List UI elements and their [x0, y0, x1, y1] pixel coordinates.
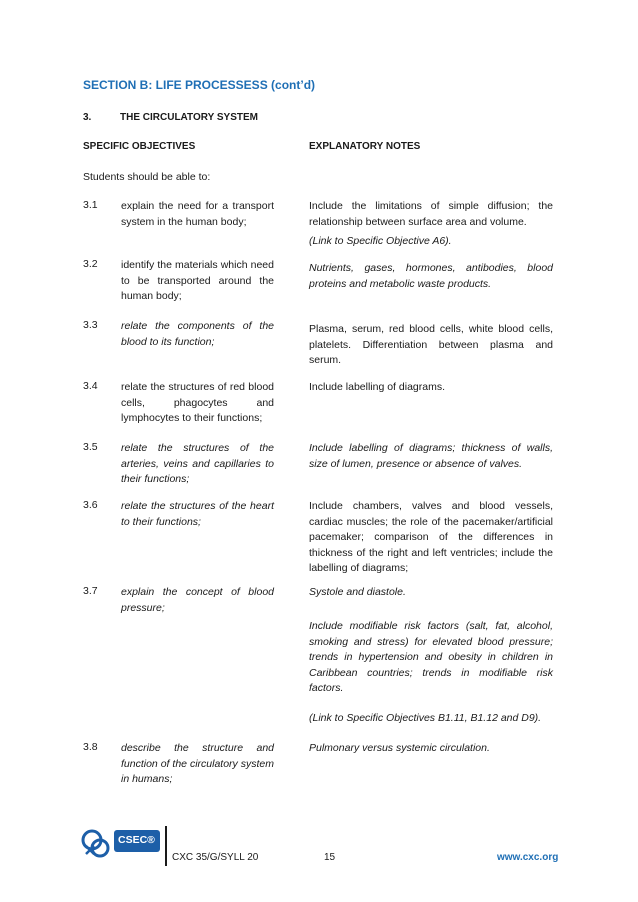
explanatory-note: Plasma, serum, red blood cells, white blood cells, platelets. Differentiation between plasma and serum. [309, 323, 553, 366]
explanatory-note: Include labelling of diagrams; thickness of walls, size of lumen, presence or absence of valves. [309, 442, 553, 470]
objective-number: 3.7 [83, 585, 98, 597]
link-note: (Link to Specific Objective A6). [309, 235, 452, 247]
notes-column-header: EXPLANATORY NOTES [309, 141, 421, 152]
objective-number: 3.5 [83, 441, 98, 453]
explanatory-note: Include the limitations of simple diffusion; the relationship between surface area and volume. [309, 200, 553, 228]
objective-text: describe the structure and function of the circulatory system in humans; [121, 742, 274, 785]
explanatory-note: Include modifiable risk factors (salt, fat, alcohol, smoking and stress) for elevated blood pressure; trends in hypertension and obesity in children in Caribbean countries; trends in modifiable risk factors. [309, 620, 553, 694]
objective-text: relate the structures of red blood cells, phagocytes and lymphocytes to their functions; [121, 381, 274, 424]
csec-logo-text: CSEC® [118, 834, 155, 846]
objective-number: 3.4 [83, 380, 98, 392]
subsection-number: 3. [83, 112, 92, 123]
objective-text: identify the materials which need to be transported around the human body; [121, 259, 274, 302]
page-number: 15 [324, 852, 336, 863]
objective-number: 3.6 [83, 499, 98, 511]
objective-number: 3.2 [83, 258, 98, 270]
objective-number: 3.3 [83, 319, 98, 331]
objectives-column-header: SPECIFIC OBJECTIVES [83, 141, 196, 152]
section-title: SECTION B: LIFE PROCESSESS (cont’d) [83, 78, 316, 92]
syllabus-code: CXC 35/G/SYLL 20 [172, 852, 259, 863]
explanatory-note: Include labelling of diagrams. [309, 381, 445, 393]
objective-text: relate the structures of the arteries, veins and capillaries to their functions; [121, 442, 274, 485]
intro-text: Students should be able to: [83, 171, 211, 183]
website-link[interactable]: www.cxc.org [497, 852, 559, 863]
objective-number: 3.1 [83, 199, 98, 211]
objective-number: 3.8 [83, 741, 98, 753]
objective-text: explain the concept of blood pressure; [121, 586, 274, 614]
subsection-title: THE CIRCULATORY SYSTEM [120, 112, 258, 123]
objective-text: relate the structures of the heart to their functions; [121, 500, 274, 528]
explanatory-note: Nutrients, gases, hormones, antibodies, blood proteins and metabolic waste products. [309, 262, 553, 290]
explanatory-note: Systole and diastole. [309, 586, 406, 598]
explanatory-note: Include chambers, valves and blood vessels, cardiac muscles; the role of the pacemaker/artificial pacemaker; comparison of the differences in thickness of the right and left ventricles; include the labelling of diagrams; [309, 500, 553, 574]
explanatory-note: Pulmonary versus systemic circulation. [309, 742, 490, 754]
objective-text: relate the components of the blood to its function; [121, 320, 274, 348]
link-note: (Link to Specific Objectives B1.11, B1.12 and D9). [309, 712, 542, 724]
objective-text: explain the need for a transport system in the human body; [121, 200, 274, 228]
cxc-logo [80, 826, 162, 862]
footer-divider [165, 826, 167, 866]
